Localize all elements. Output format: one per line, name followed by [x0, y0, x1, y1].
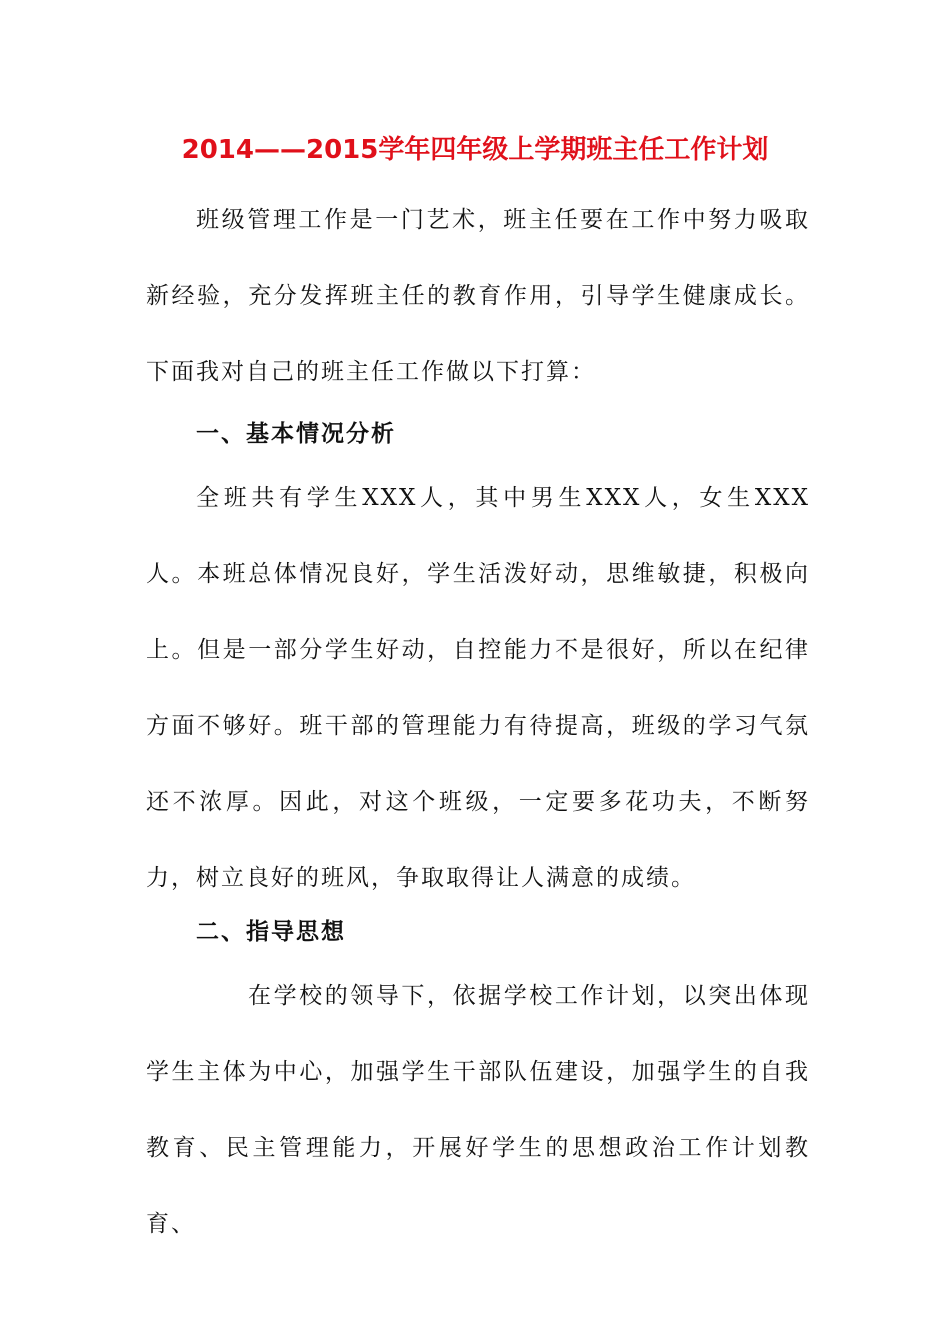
- section-heading-basic-situation: 一、基本情况分析: [196, 421, 396, 447]
- section-paragraph-guiding-ideology: 在学校的领导下，依据学校工作计划，以突出体现学生主体为中心，加强学生干部队伍建设，加强学生的自我教育、民主管理能力，开展好学生的思想政治工作计划教育、: [146, 983, 810, 1237]
- section-heading-guiding-ideology: 二、指导思想: [196, 919, 346, 945]
- document-title: 2014——2015学年四年级上学期班主任工作计划: [181, 135, 769, 165]
- section-paragraph-basic-situation: 全班共有学生XXX人，其中男生XXX人，女生XXX人。本班总体情况良好，学生活泼好动，思维敏捷，积极向上。但是一部分学生好动，自控能力不是很好，所以在纪律方面不够好。班干部的管理能力有待提高，班级的学习气氛还不浓厚。因此，对这个班级，一定要多花功夫，不断努力，树立良好的班风，争取取得让人满意的成绩。: [146, 485, 810, 891]
- intro-paragraph: 班级管理工作是一门艺术，班主任要在工作中努力吸取新经验，充分发挥班主任的教育作用，引导学生健康成长。下面我对自己的班主任工作做以下打算：: [146, 207, 810, 385]
